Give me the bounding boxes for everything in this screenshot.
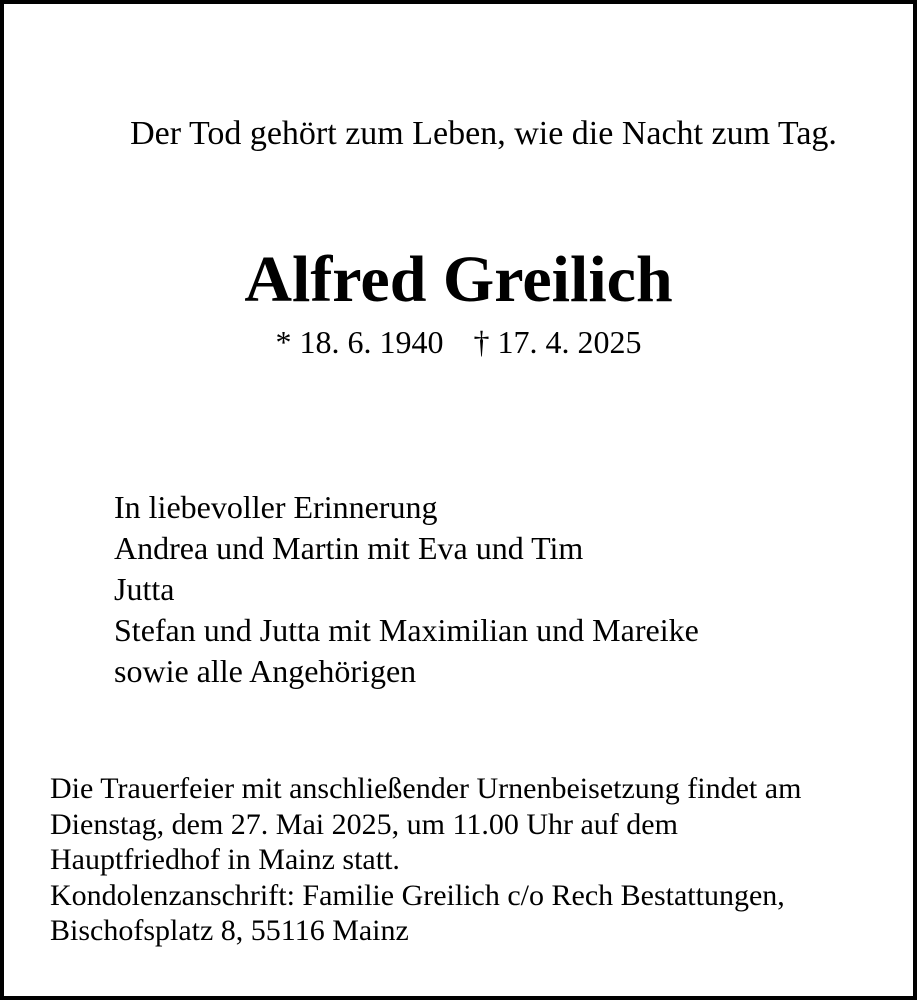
mourners-block: [114, 487, 699, 692]
death-date: † 17. 4. 2025: [473, 324, 642, 360]
condolence-line: Kondolenzanschrift: Familie Greilich c/o Rech Bestattungen,: [50, 878, 785, 912]
life-dates: [4, 322, 913, 362]
motto-quote: Der Tod gehört zum Leben, wie die Nacht zum Tag.: [130, 115, 837, 152]
mourners-line: sowie alle Angehörigen: [114, 653, 417, 689]
service-line: Hauptfriedhof in Mainz statt.: [50, 843, 400, 876]
service-line: Dienstag, dem 27. Mai 2025, um 11.00 Uhr auf dem: [50, 807, 678, 841]
deceased-name: Alfred Greilich: [244, 243, 673, 316]
birth-date: * 18. 6. 1940: [275, 324, 444, 360]
mourners-line: Stefan und Jutta mit Maximilian und Mareike: [114, 612, 699, 648]
service-info-block: [50, 771, 801, 949]
service-line: Die Trauerfeier mit anschließender Urnenbeisetzung findet am: [50, 772, 802, 805]
mourners-line: Jutta: [114, 571, 175, 607]
condolence-address: Bischofsplatz 8, 55116 Mainz: [50, 914, 409, 947]
mourners-line: Andrea und Martin mit Eva und Tim: [114, 530, 584, 566]
mourners-line: In liebevoller Erinnerung: [114, 489, 438, 525]
